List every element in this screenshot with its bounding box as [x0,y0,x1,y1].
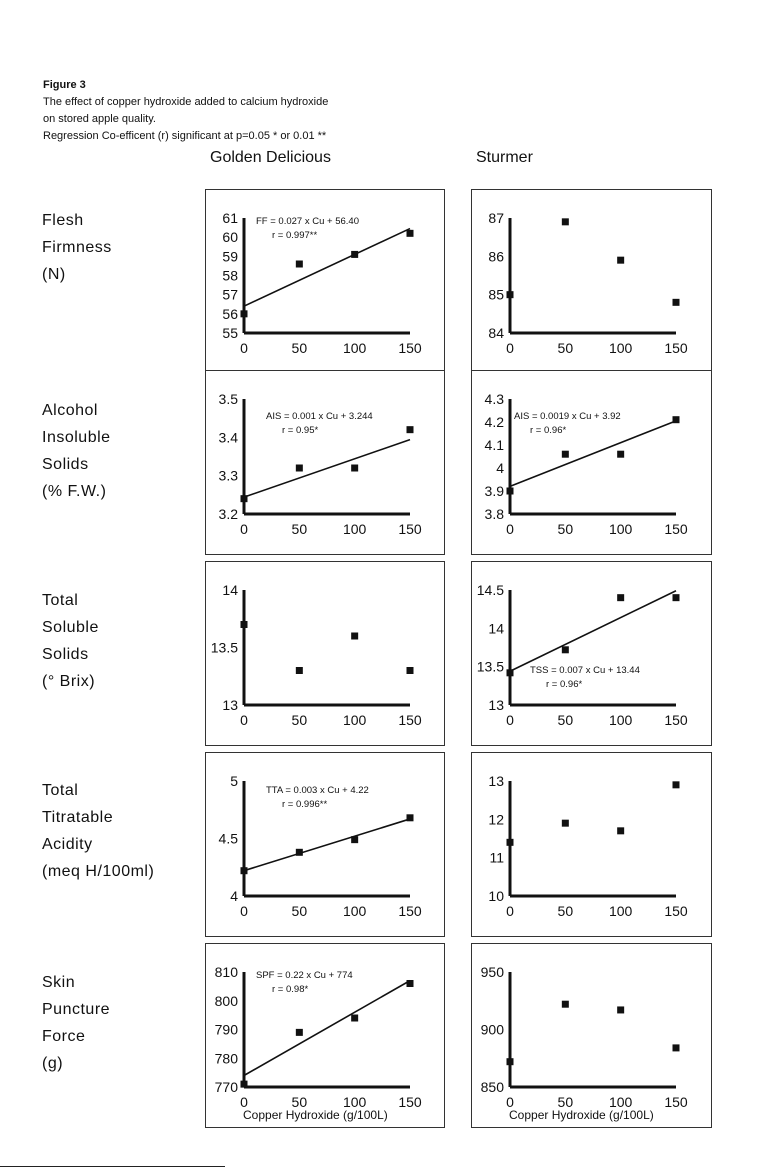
row-label-3 [42,587,99,695]
caption-line-2: on stored apple quality. [43,113,156,125]
data-point [296,1029,303,1036]
y-tick-label: 58 [222,267,238,284]
data-point [507,488,514,495]
chart-panel-sturmer-5 [471,943,712,1128]
column-title-golden-delicious: Golden Delicious [210,149,331,166]
footnote-rule [0,1166,225,1167]
data-point [296,465,303,472]
data-point [617,451,624,458]
x-tick-label: 0 [506,903,514,919]
chart-panel-sturmer-1 [471,189,712,374]
x-tick-label: 100 [608,903,633,919]
regression-annotation: r = 0.996** [282,799,328,810]
x-tick-label: 0 [240,1094,248,1110]
y-tick-label: 14.5 [476,582,504,598]
row-label-line: Soluble [42,619,99,636]
row-label-1 [42,207,112,288]
row-label-line: Flesh [42,212,84,229]
data-point [241,867,248,874]
regression-line [244,819,410,871]
x-tick-label: 100 [608,340,633,356]
figure-caption [43,77,328,145]
y-tick-label: 4.5 [218,830,238,847]
data-point [241,495,248,502]
x-tick-label: 0 [240,340,248,356]
data-point [351,633,358,640]
row-label-5 [42,969,110,1077]
data-point [241,1081,248,1088]
row-label-4 [42,777,154,885]
x-tick-label: 50 [291,712,308,728]
y-tick-label: 3.9 [484,483,504,499]
chart-svg [206,562,444,745]
row-label-line: Acidity [42,836,93,853]
x-tick-label: 100 [342,521,367,537]
chart-panel-sturmer-2 [471,370,712,555]
chart-panel-sturmer-3 [471,561,712,746]
data-point [296,667,303,674]
chart-panel-golden-delicious-2 [205,370,445,555]
chart-panel-golden-delicious-1 [205,189,445,374]
y-tick-label: 13.5 [210,639,238,656]
x-tick-label: 150 [664,521,688,537]
x-tick-label: 150 [664,340,688,356]
y-tick-label: 780 [214,1050,238,1067]
x-tick-label: 100 [342,340,367,356]
chart-svg [472,944,711,1127]
data-point [296,849,303,856]
data-point [673,299,680,306]
data-point [617,1006,624,1013]
data-point [407,230,414,237]
data-point [407,426,414,433]
x-tick-label: 0 [506,1094,514,1110]
x-tick-label: 100 [608,712,633,728]
row-label-line: Puncture [42,1001,111,1018]
data-point [673,1044,680,1051]
x-tick-label: 150 [398,340,422,356]
row-label-line: Total [42,782,79,799]
data-point [351,251,358,258]
chart-svg [206,190,444,373]
row-label-line: Titratable [42,809,114,826]
data-point [407,667,414,674]
y-tick-label: 84 [488,325,504,341]
x-tick-label: 50 [557,903,574,919]
x-tick-label: 0 [240,712,248,728]
x-tick-label: 100 [608,1094,633,1110]
x-tick-label: 100 [608,521,633,537]
row-label-line: Firmness [42,239,112,256]
data-point [617,594,624,601]
y-tick-label: 59 [222,248,238,265]
row-label-line: Solids [42,646,89,663]
regression-annotation: AIS = 0.001 x Cu + 3.244 [266,411,373,422]
data-point [617,827,624,834]
figure-label: Figure 3 [43,79,86,91]
chart-svg [206,753,444,936]
y-tick-label: 57 [222,286,238,303]
x-tick-label: 50 [557,521,574,537]
regression-annotation: r = 0.997** [272,230,318,241]
regression-annotation: r = 0.95* [282,425,319,436]
y-tick-label: 900 [480,1021,504,1038]
row-label-line: Insoluble [42,429,111,446]
x-tick-label: 50 [291,903,308,919]
data-point [296,261,303,268]
row-label-line: (g) [42,1055,64,1072]
y-tick-label: 4 [230,888,238,904]
data-point [241,310,248,317]
column-title-sturmer: Sturmer [476,149,533,166]
y-tick-label: 4 [496,460,504,476]
x-tick-label: 100 [342,903,367,919]
x-tick-label: 0 [240,903,248,919]
regression-annotation: r = 0.98* [272,984,309,995]
x-tick-label: 0 [240,521,248,537]
chart-svg [472,190,711,373]
data-point [351,836,358,843]
y-tick-label: 11 [489,849,504,866]
data-point [407,980,414,987]
y-tick-label: 800 [214,992,238,1009]
y-tick-label: 950 [480,964,504,980]
y-tick-label: 5 [230,773,238,789]
row-label-line: (° Brix) [42,673,96,690]
row-label-line: Alcohol [42,402,98,419]
y-tick-label: 4.2 [484,414,504,430]
data-point [617,257,624,264]
row-label-line: Force [42,1028,86,1045]
chart-svg [472,562,711,745]
y-tick-label: 790 [214,1021,238,1038]
data-point [673,416,680,423]
x-tick-label: 50 [557,340,574,356]
x-tick-label: 150 [398,521,422,537]
data-point [562,820,569,827]
x-tick-label: 50 [291,521,308,537]
regression-annotation: r = 0.96* [530,425,567,436]
y-tick-label: 850 [480,1079,504,1095]
row-label-line: (meq H/100ml) [42,863,155,880]
regression-annotation: SPF = 0.22 x Cu + 774 [256,970,353,981]
data-point [562,1001,569,1008]
regression-line [244,229,410,307]
row-label-line: (% F.W.) [42,483,107,500]
x-tick-label: 150 [398,1094,422,1110]
regression-annotation: r = 0.96* [546,679,583,690]
data-point [507,669,514,676]
regression-line [244,440,410,498]
y-tick-label: 810 [214,964,238,980]
x-tick-label: 150 [664,712,688,728]
regression-annotation: AIS = 0.0019 x Cu + 3.92 [514,411,621,422]
data-point [562,218,569,225]
x-tick-label: 100 [342,1094,367,1110]
x-tick-label: 50 [291,340,308,356]
y-tick-label: 4.3 [484,391,504,407]
row-label-2 [42,397,111,505]
row-label-line: (N) [42,266,66,283]
row-label-line: Skin [42,974,76,991]
data-point [673,594,680,601]
y-tick-label: 3.5 [218,391,238,407]
y-tick-label: 60 [222,229,238,246]
y-tick-label: 13 [488,697,504,713]
x-tick-label: 50 [291,1094,308,1110]
data-point [241,621,248,628]
data-point [351,465,358,472]
regression-annotation: TSS = 0.007 x Cu + 13.44 [530,665,640,676]
x-tick-label: 150 [398,903,422,919]
x-tick-label: 150 [664,1094,688,1110]
chart-svg [206,944,444,1127]
data-point [507,1058,514,1065]
data-point [673,781,680,788]
y-tick-label: 3.2 [218,506,238,522]
chart-panel-golden-delicious-3 [205,561,445,746]
chart-svg [206,371,444,554]
y-tick-label: 13 [222,697,238,713]
y-tick-label: 10 [488,888,504,904]
chart-svg [472,753,711,936]
row-label-line: Solids [42,456,89,473]
y-tick-label: 85 [488,286,504,303]
y-tick-label: 4.1 [484,437,504,453]
y-tick-label: 3.3 [218,467,238,484]
data-point [407,814,414,821]
x-tick-label: 50 [557,1094,574,1110]
data-point [562,451,569,458]
y-tick-label: 770 [214,1079,238,1095]
regression-annotation: TTA = 0.003 x Cu + 4.22 [266,785,369,796]
chart-panel-golden-delicious-5 [205,943,445,1128]
y-tick-label: 86 [488,248,504,265]
x-axis-label-golden-delicious: Copper Hydroxide (g/100L) [243,1108,388,1122]
y-tick-label: 87 [488,210,504,226]
y-tick-label: 13 [488,773,504,789]
x-tick-label: 0 [506,521,514,537]
regression-line [244,981,410,1076]
data-point [507,291,514,298]
x-axis-label-sturmer: Copper Hydroxide (g/100L) [509,1108,654,1122]
caption-line-1: The effect of copper hydroxide added to calcium hydroxide [43,96,329,108]
x-tick-label: 150 [664,903,688,919]
y-tick-label: 55 [222,325,238,341]
data-point [507,839,514,846]
chart-panel-golden-delicious-4 [205,752,445,937]
regression-annotation: FF = 0.027 x Cu + 56.40 [256,216,359,227]
y-tick-label: 56 [222,305,238,322]
y-tick-label: 12 [488,811,504,828]
x-tick-label: 0 [506,340,514,356]
y-tick-label: 3.4 [218,429,238,446]
x-tick-label: 100 [342,712,367,728]
y-tick-label: 14 [488,620,504,637]
data-point [351,1015,358,1022]
regression-line [510,591,676,672]
caption-line-3: Regression Co-efficent (r) significant at p=0.05 * or 0.01 ** [43,130,327,142]
y-tick-label: 3.8 [484,506,504,522]
y-tick-label: 13.5 [476,658,504,675]
x-tick-label: 50 [557,712,574,728]
y-tick-label: 61 [222,210,238,226]
x-tick-label: 0 [506,712,514,728]
chart-svg [472,371,711,554]
y-tick-label: 14 [222,582,238,598]
chart-panel-sturmer-4 [471,752,712,937]
row-label-line: Total [42,592,79,609]
x-tick-label: 150 [398,712,422,728]
data-point [562,646,569,653]
